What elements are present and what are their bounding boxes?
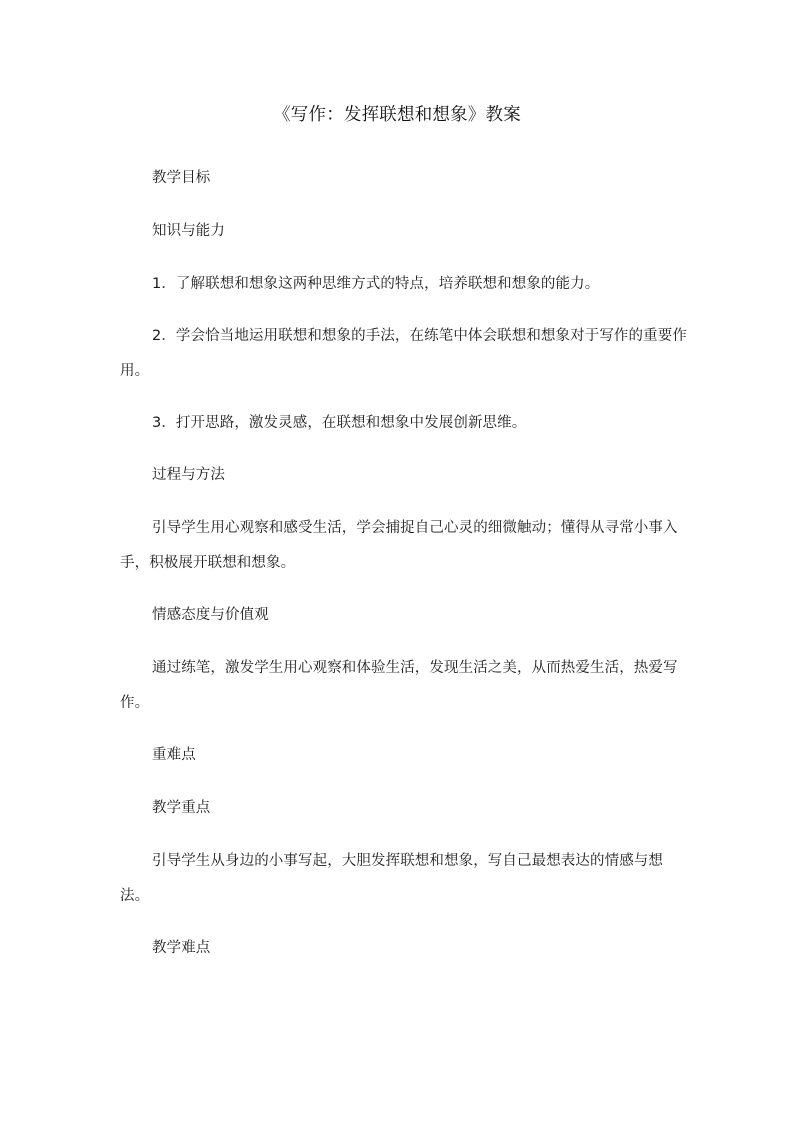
objective-1-paragraph: 1．了解联想和想象这两种思维方式的特点，培养联想和想象的能力。 (152, 276, 600, 292)
objective-2-paragraph: 2．学会恰当地运用联想和想象的手法，在练笔中体会联想和想象对于写作的重要作用。 (120, 328, 687, 379)
emotion-values-heading: 情感态度与价值观 (152, 607, 269, 623)
document-title: 《写作：发挥联想和想象》教案 (273, 105, 521, 125)
teaching-focus-heading: 教学重点 (152, 800, 211, 816)
process-method-paragraph: 引导学生用心观察和感受生活，学会捕捉自己心灵的细微触动；懂得从寻常小事入手，积极展开联想和想象。 (120, 520, 678, 571)
teaching-focus-paragraph: 引导学生从身边的小事写起，大胆发挥联想和想象，写自己最想表达的情感与想法。 (120, 853, 663, 904)
knowledge-ability-heading: 知识与能力 (152, 223, 225, 239)
emotion-values-paragraph: 通过练笔，激发学生用心观察和体验生活，发现生活之美，从而热爱生活，热爱写作。 (120, 660, 678, 711)
process-method-heading: 过程与方法 (152, 467, 225, 483)
document-body (120, 161, 692, 984)
teaching-objectives-heading: 教学目标 (152, 170, 211, 186)
key-difficult-heading: 重难点 (152, 747, 196, 763)
teaching-difficulty-heading: 教学难点 (152, 940, 211, 956)
objective-3-paragraph: 3．打开思路，激发灵感，在联想和想象中发展创新思维。 (152, 415, 527, 431)
